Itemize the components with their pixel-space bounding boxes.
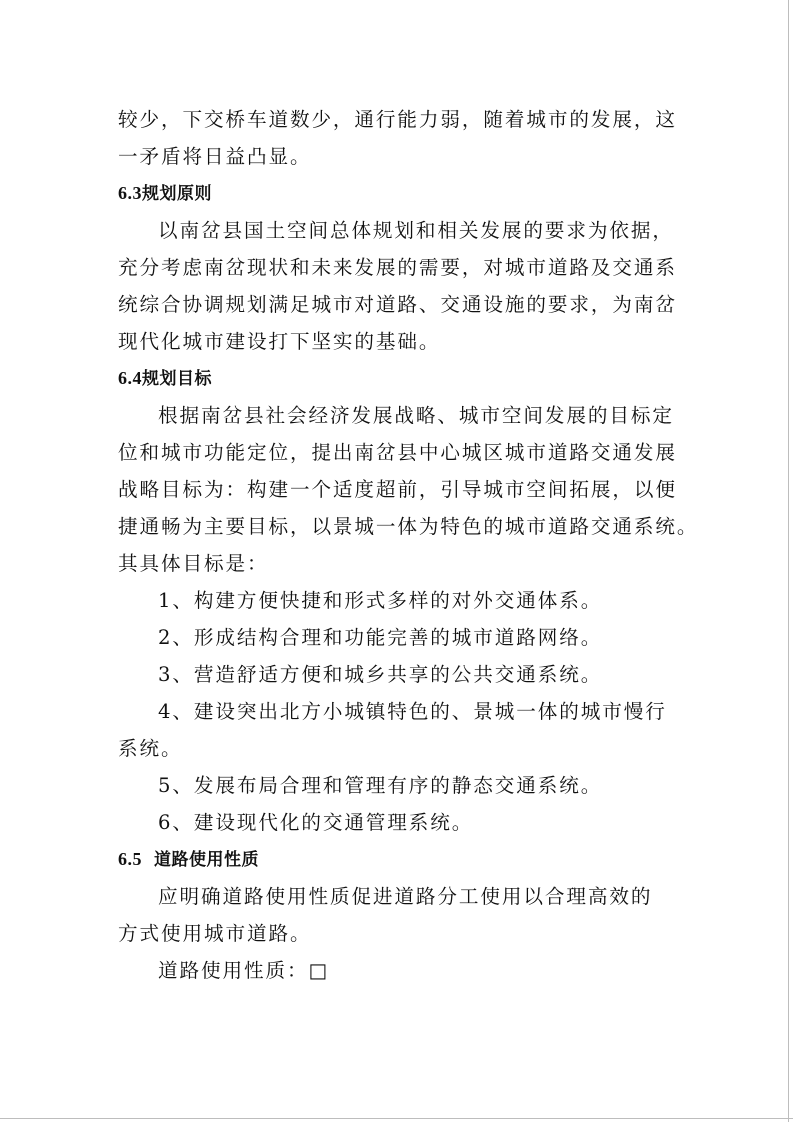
section-number: 6.4 [118,368,142,388]
section-heading-6-3 [118,175,674,212]
paragraph-line: 位和城市功能定位，提出南岔县中心城区城市道路交通发展 [118,441,677,464]
paragraph-line: 根据南岔县社会经济发展战略、城市空间发展的目标定 [158,404,674,427]
goal-item: 3、营造舒适方便和城乡共享的公共交通系统。 [158,663,603,686]
section-title: 道路使用性质 [154,850,259,870]
goal-item-continuation: 系统。 [118,737,183,760]
paragraph-line: 现代化城市建设打下坚实的基础。 [118,330,441,353]
section-heading-6-5 [118,841,674,878]
document-body [118,101,699,989]
section-title: 规划目标 [142,369,212,389]
paragraph-line: 统综合协调规划满足城市对道路、交通设施的要求，为南岔 [118,293,677,316]
goal-item: 6、建设现代化的交通管理系统。 [158,811,474,834]
paragraph-line: 较少，下交桥车道数少，通行能力弱，随着城市的发展，这 [118,108,677,131]
goal-item: 5、发展布局合理和管理有序的静态交通系统。 [158,774,603,797]
paragraph-line: 道路使用性质：□ [158,959,329,982]
paragraph-line: 战略目标为：构建一个适度超前，引导城市空间拓展，以便 [118,478,677,501]
page-edge-bottom [0,1118,793,1119]
goal-item: 4、建设突出北方小城镇特色的、景城一体的城市慢行 [158,700,667,723]
paragraph-line: 充分考虑南岔现状和未来发展的需要，对城市道路及交通系 [118,256,677,279]
section-number: 6.5 [118,849,142,869]
paragraph-line: 以南岔县国土空间总体规划和相关发展的要求为依据， [158,219,674,242]
paragraph-line: 捷通畅为主要目标，以景城一体为特色的城市道路交通系统。 [118,515,699,538]
page-edge-right [788,0,789,1122]
paragraph-line: 应明确道路使用性质促进道路分工使用以合理高效的 [158,885,653,908]
section-heading-6-4 [118,360,674,397]
goal-item: 1、构建方便快捷和形式多样的对外交通体系。 [158,589,603,612]
paragraph-line: 其具体目标是： [118,552,269,575]
section-title: 规划原则 [142,184,212,204]
paragraph-line: 一矛盾将日益凸显。 [118,145,312,168]
goal-item: 2、形成结构合理和功能完善的城市道路网络。 [158,626,603,649]
section-number: 6.3 [118,183,142,203]
paragraph-line: 方式使用城市道路。 [118,922,312,945]
